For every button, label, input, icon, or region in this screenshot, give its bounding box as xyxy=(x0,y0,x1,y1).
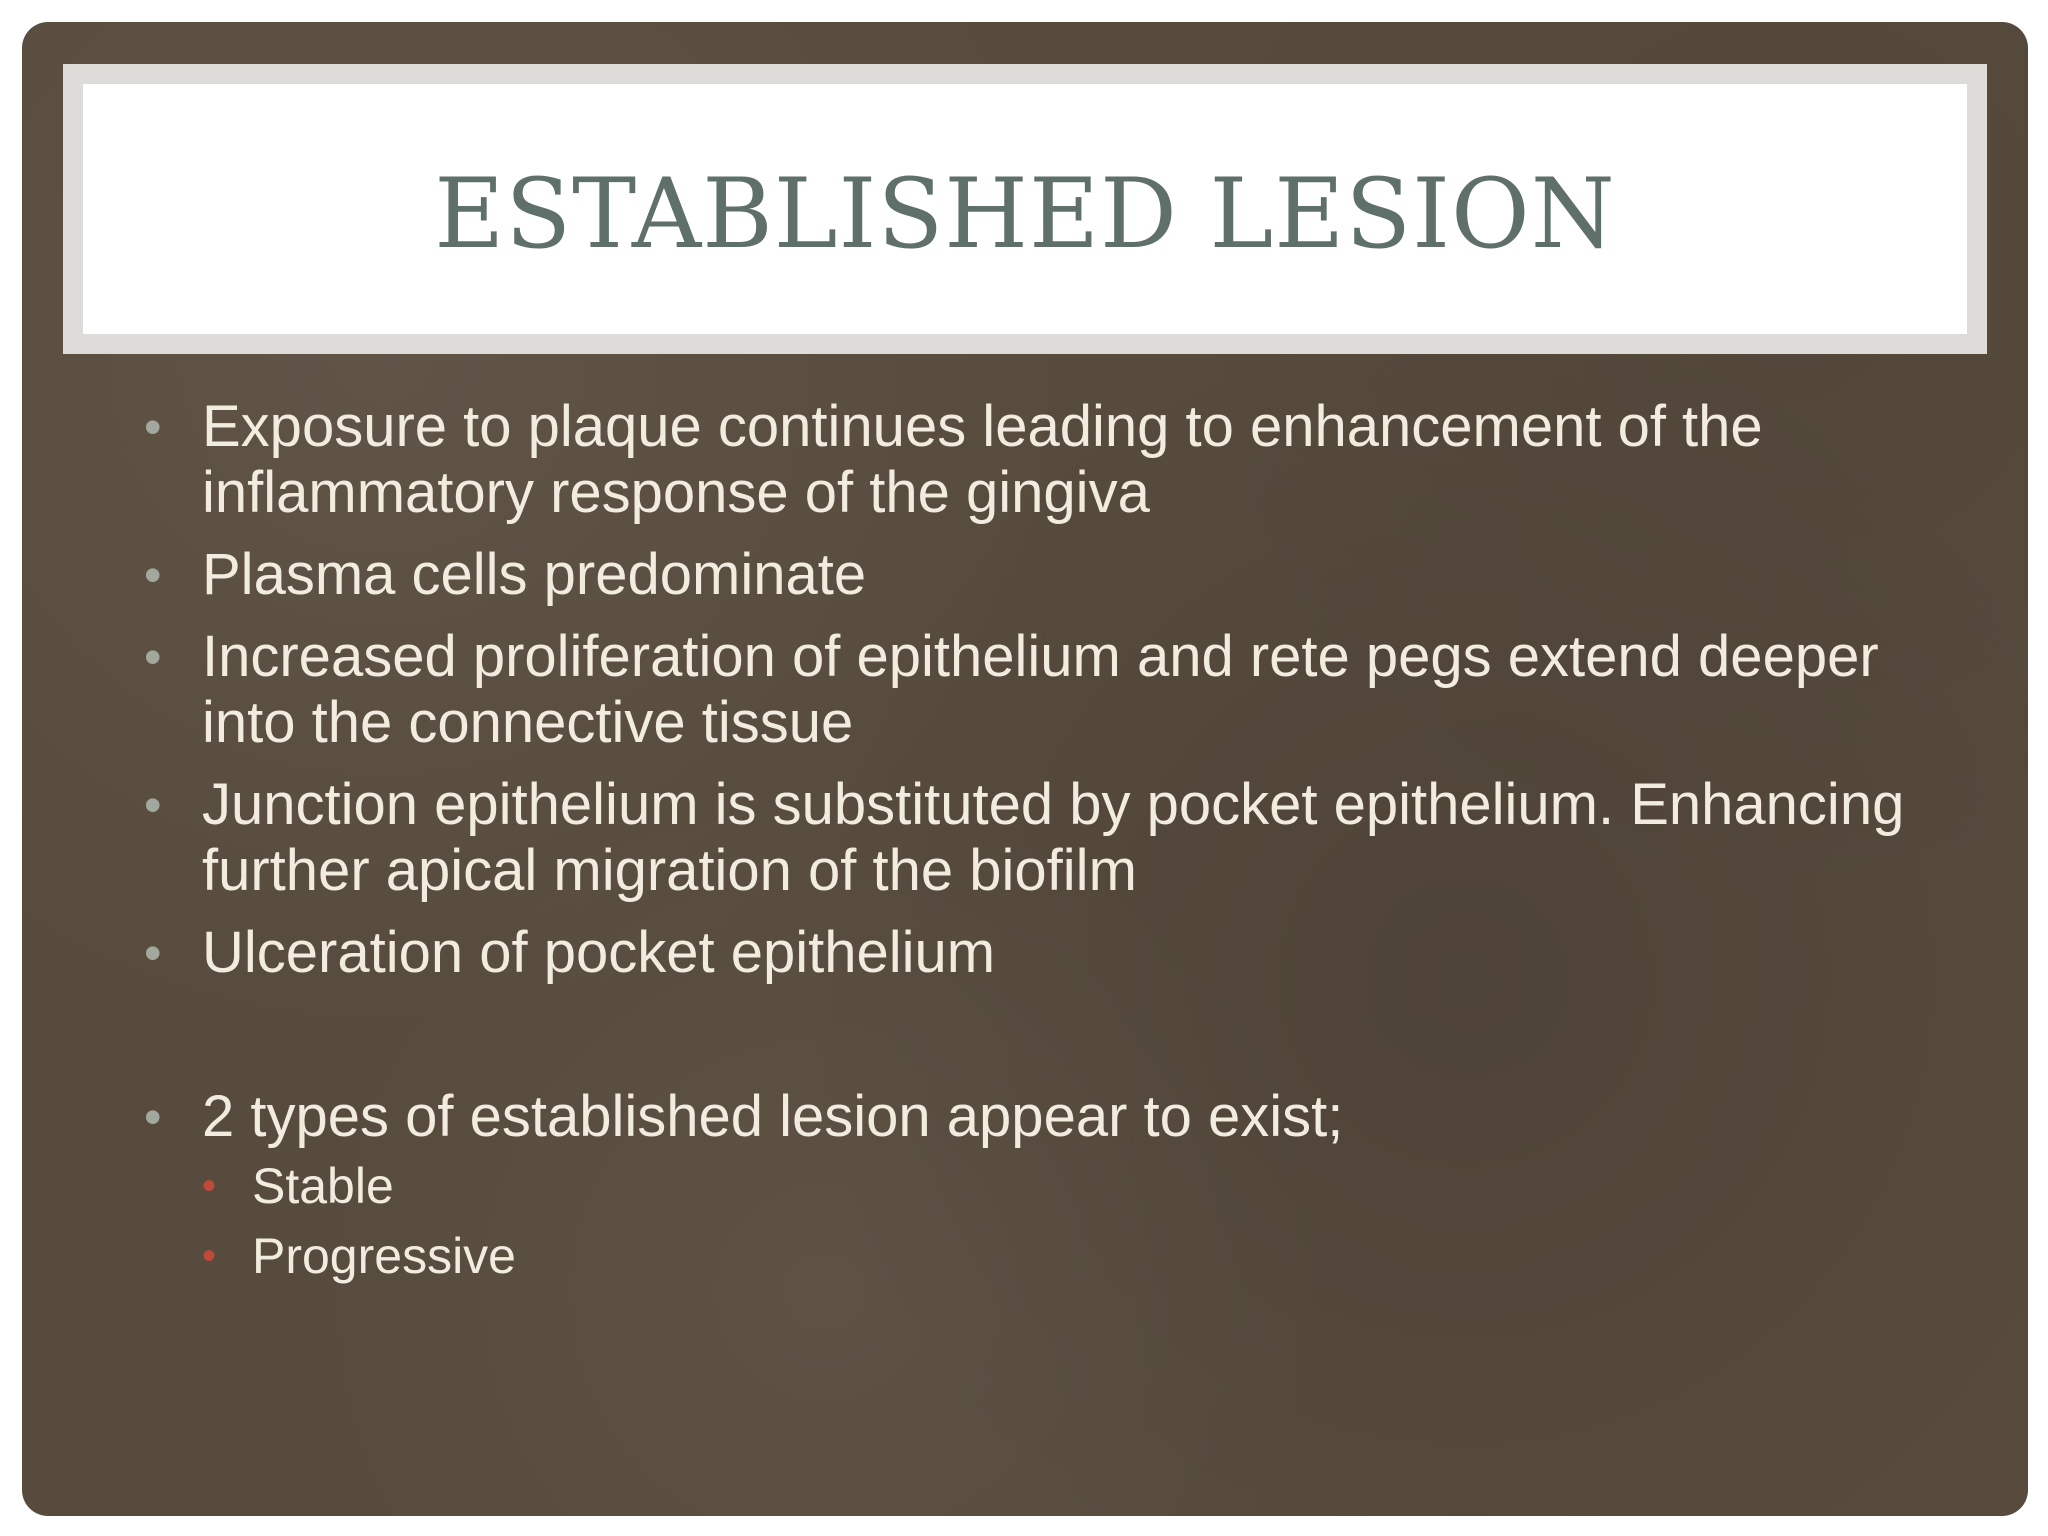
bullet-dot-icon: • xyxy=(144,777,162,833)
title-frame xyxy=(63,64,1987,354)
bullet-item-types xyxy=(144,1084,1944,1286)
bullet-list xyxy=(144,394,1944,1286)
bullet-spacer xyxy=(144,1002,1944,1084)
sub-bullet-dot-icon: • xyxy=(202,1234,217,1278)
sub-bullet-item-stable xyxy=(202,1156,1944,1216)
bullet-item xyxy=(144,920,1944,986)
bullet-text: Exposure to plaque continues leading to enhancement of the inflammatory response of the gingiva xyxy=(202,394,1763,525)
bullet-text: Plasma cells predominate xyxy=(202,542,867,607)
sub-bullet-item-progressive xyxy=(202,1226,1944,1286)
sub-bullet-dot-icon: • xyxy=(202,1164,217,1208)
bullet-item xyxy=(144,624,1944,756)
bullet-text: Ulceration of pocket epithelium xyxy=(202,920,996,985)
bullet-item xyxy=(144,394,1944,526)
bullet-item xyxy=(144,542,1944,608)
bullet-dot-icon: • xyxy=(144,399,162,455)
bullet-text: Increased proliferation of epithelium and rete pegs extend deeper into the connective tissue xyxy=(202,624,1879,755)
slide xyxy=(22,22,2028,1516)
bullet-item xyxy=(144,772,1944,904)
sub-bullet-list xyxy=(202,1156,1944,1286)
bullet-dot-icon: • xyxy=(144,925,162,981)
bullet-dot-icon: • xyxy=(144,629,162,685)
bullet-dot-icon: • xyxy=(144,547,162,603)
sub-bullet-text: Stable xyxy=(252,1158,394,1214)
bullet-text: 2 types of established lesion appear to exist; xyxy=(202,1084,1344,1149)
bullet-text: Junction epithelium is substituted by pocket epithelium. Enhancing further apical migration of the biofilm xyxy=(202,772,1905,903)
bullet-dot-icon: • xyxy=(144,1089,162,1145)
slide-body xyxy=(144,394,1944,1302)
title-box xyxy=(83,84,1967,334)
sub-bullet-text: Progressive xyxy=(252,1228,516,1284)
slide-title: ESTABLISHED LESION xyxy=(434,158,1616,270)
